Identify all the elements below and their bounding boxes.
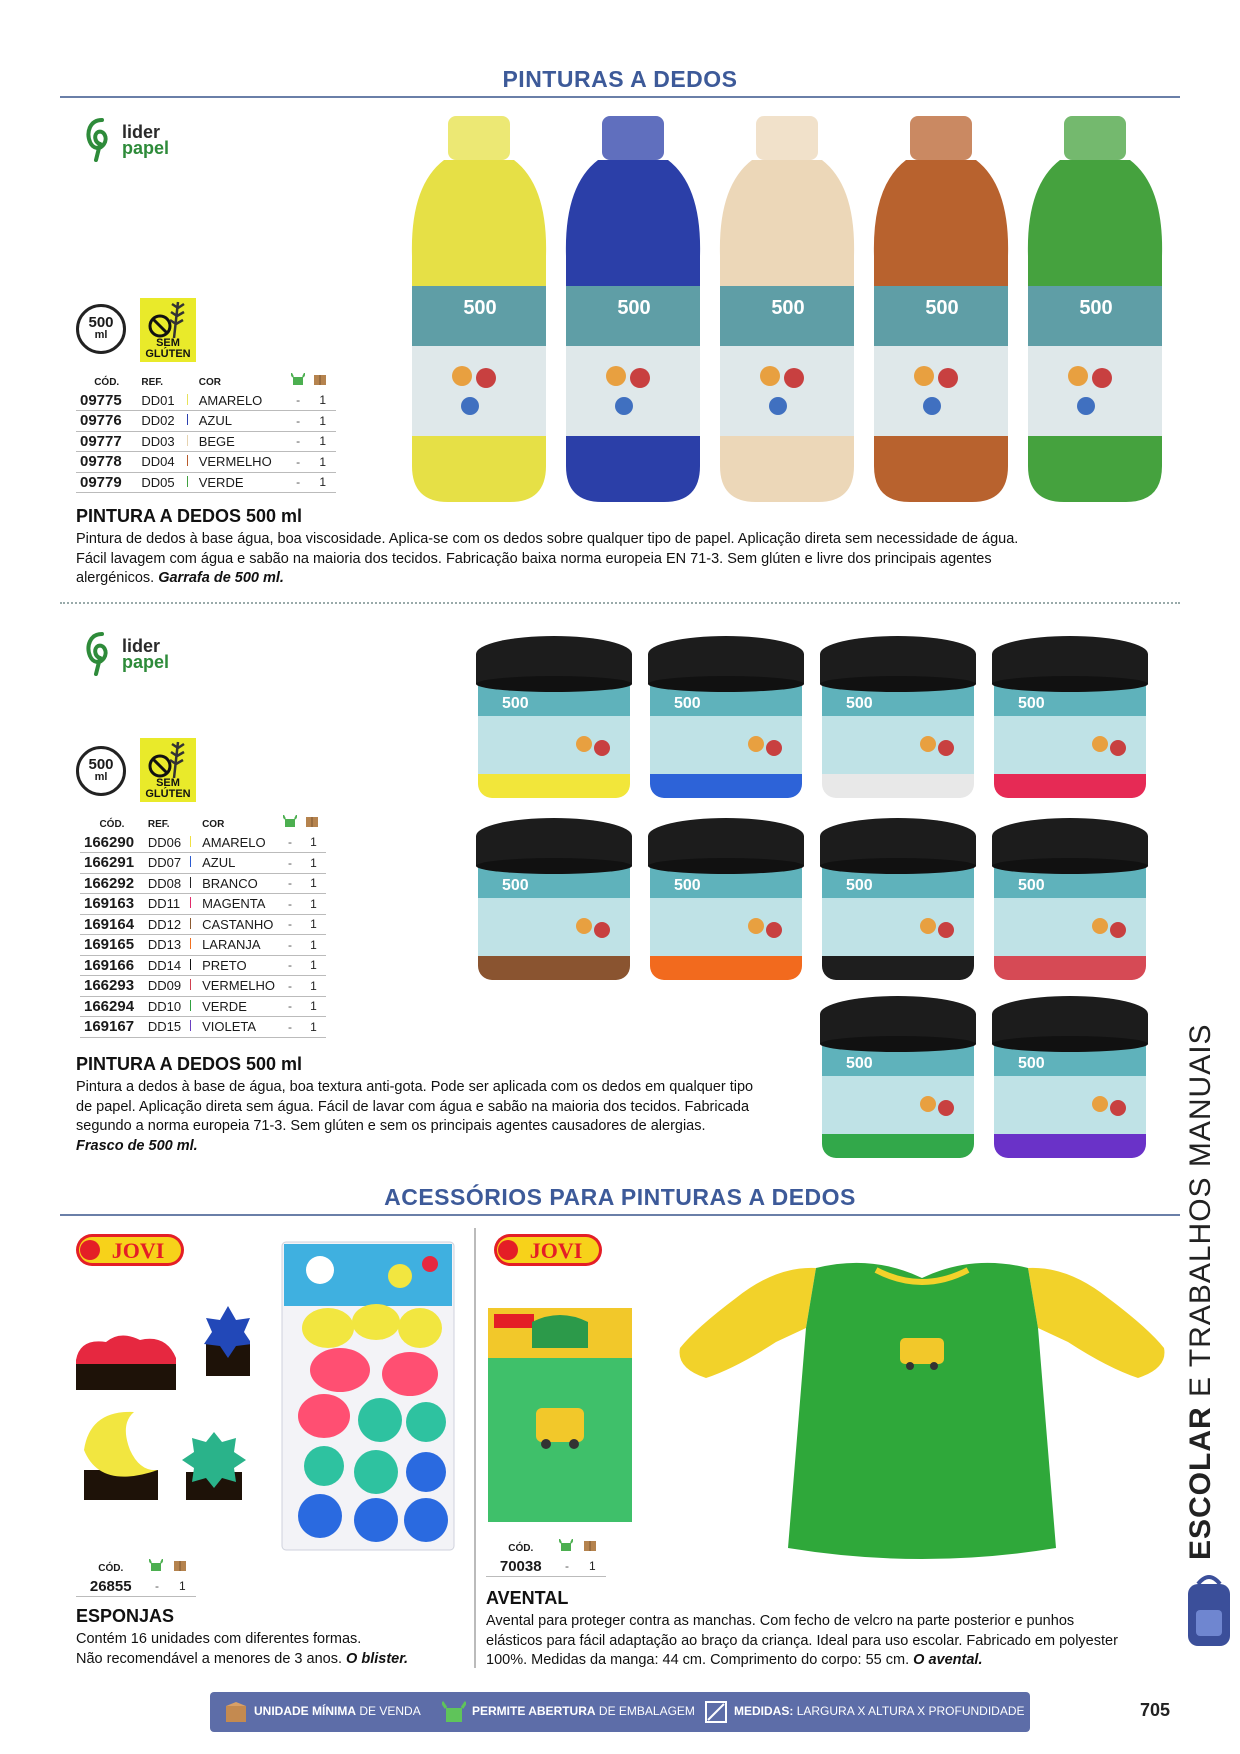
svg-text:500: 500 (463, 297, 497, 319)
paint-jar (990, 634, 1150, 804)
jovi-text: JOVI (529, 1238, 583, 1263)
brand-line1: lider (122, 636, 161, 656)
lider-leaf-icon (84, 630, 124, 676)
header-open-icon (287, 372, 310, 390)
unit-cell: 1 (309, 452, 336, 473)
apron-package-image (488, 1308, 632, 1522)
cod-cell: 26855 (76, 1576, 145, 1597)
paint-jar (646, 816, 806, 986)
cod-cell: 70038 (486, 1556, 555, 1577)
jovi-logo (76, 1230, 184, 1270)
unit-cell: 1 (309, 472, 336, 493)
paint-jar (818, 816, 978, 986)
color-swatch (190, 996, 198, 1017)
ref-cell: DD13 (144, 935, 190, 956)
ref-cell: DD01 (137, 390, 186, 411)
table-row (80, 873, 326, 894)
color-swatch (190, 976, 198, 997)
table-row (76, 431, 336, 452)
gluten-free-badge (140, 298, 196, 362)
header-unit-icon (169, 1558, 196, 1576)
ref-cell: DD11 (144, 894, 190, 915)
unit-cell: 1 (301, 873, 326, 894)
gluten-free-icon (140, 298, 196, 342)
jovi-logo-mark (76, 1230, 184, 1270)
paint-jar (818, 994, 978, 1164)
header-unit-icon (579, 1538, 606, 1556)
cod-cell: 09778 (76, 452, 137, 473)
table-row (486, 1556, 606, 1577)
paint-jar (818, 634, 978, 804)
cod-cell: 166293 (80, 976, 144, 997)
color-name-cell: MAGENTA (198, 894, 279, 915)
box-icon (224, 1700, 248, 1724)
product-desc-1: Pintura de dedos à base água, boa viscosidade. Aplica-se com os dedos sobre qualquer tipo de papel. Aplicação direta sem necessidade de água. Fácil lavagem com água e sabão na maioria dos tecidos. Fabricação baixa norma europeia EN 71-3. Sem glúten e livre dos principais agentes alergénicos. Garrafa de 500 ml. (76, 531, 1019, 586)
color-swatch (187, 431, 195, 452)
box-icon (583, 1539, 597, 1551)
svg-text:500: 500 (925, 297, 959, 319)
open-box-icon (442, 1700, 466, 1724)
header-unit-icon (309, 372, 336, 390)
paint-jar (474, 634, 634, 804)
unit-cell: 1 (301, 996, 326, 1017)
open-cell: - (279, 894, 301, 915)
volume-badge-2 (76, 746, 126, 796)
brand-line2: papel (122, 652, 170, 672)
cod-cell: 09777 (76, 431, 137, 452)
cod-cell: 166291 (80, 853, 144, 874)
ref-cell: DD15 (144, 1017, 190, 1038)
brand-line2: papel (122, 138, 170, 158)
product-title-2: PINTURA A DEDOS 500 ml (76, 1054, 303, 1074)
box-icon (313, 373, 327, 385)
gluten-free-icon (140, 738, 196, 782)
unit-cell: 1 (301, 853, 326, 874)
open-cell: - (287, 390, 310, 411)
color-swatch (190, 873, 198, 894)
color-swatch (187, 452, 195, 473)
unit-cell: 1 (301, 914, 326, 935)
color-name-cell: PRETO (198, 955, 279, 976)
unit-cell: 1 (301, 1017, 326, 1038)
unit-cell: 1 (301, 894, 326, 915)
table-row (76, 452, 336, 473)
header-open-icon (555, 1538, 578, 1556)
ref-cell: DD14 (144, 955, 190, 976)
unit-cell: 1 (309, 411, 336, 432)
open-box-icon (559, 1539, 573, 1551)
avental-desc: Avental para proteger contra as manchas. Com fecho de velcro na parte posterior e punhos elásticos para fácil adaptação ao braço da criança. Ideal para uso escolar. Fabricado em polyester 100%. Medidas da manga: 44 cm. Comprimento do corpo: 55 cm. O avental. (486, 1613, 1118, 1668)
volume-unit: ml (94, 771, 108, 783)
table-row (80, 955, 326, 976)
cod-cell: 09779 (76, 472, 137, 493)
color-swatch (190, 914, 198, 935)
unit-cell: 1 (301, 832, 326, 853)
header-open-icon (279, 814, 301, 832)
open-cell: - (279, 853, 301, 874)
ref-cell: DD12 (144, 914, 190, 935)
legend-item-dimensions: MEDIDAS: LARGURA X ALTURA X PROFUNDIDADE (734, 1704, 1025, 1718)
svg-text:500: 500 (1018, 695, 1045, 712)
legend-bar (210, 1692, 1030, 1732)
lider-leaf-icon (84, 116, 124, 162)
box-icon (173, 1559, 187, 1571)
open-box-icon (291, 373, 305, 385)
section-title-pinturas: PINTURAS A DEDOS (502, 66, 738, 92)
color-swatch (190, 853, 198, 874)
product-table-1 (76, 372, 336, 493)
svg-text:500: 500 (1018, 1055, 1045, 1072)
paint-jar (990, 816, 1150, 986)
paint-jar (474, 816, 634, 986)
color-name-cell: VERDE (198, 996, 279, 1017)
esponjas-desc: Contém 16 unidades com diferentes formas. Não recomendável a menores de 3 anos. O blister. (76, 1631, 409, 1667)
header-ref: REF. (147, 819, 170, 830)
color-swatch (187, 390, 195, 411)
header-cod: CÓD. (94, 377, 120, 388)
svg-text:500: 500 (502, 877, 529, 894)
open-cell: - (279, 996, 301, 1017)
cod-cell: 09775 (76, 390, 137, 411)
paint-jar (990, 994, 1150, 1164)
gluten-text: SEM GLÚTEN (145, 337, 191, 360)
color-swatch (190, 894, 198, 915)
table-row (80, 853, 326, 874)
table-row (80, 996, 326, 1017)
color-swatch (190, 832, 198, 853)
cod-cell: 09776 (76, 411, 137, 432)
gluten-free-badge-2 (140, 738, 196, 802)
cod-cell: 169165 (80, 935, 144, 956)
table-row (80, 1017, 326, 1038)
box-icon (305, 815, 319, 827)
color-name-cell: AMARELO (195, 390, 287, 411)
flower-sponge (182, 1432, 246, 1500)
color-name-cell: VIOLETA (198, 1017, 279, 1038)
table-row (76, 390, 336, 411)
table-row (76, 411, 336, 432)
color-name-cell: CASTANHO (198, 914, 279, 935)
open-box-icon (149, 1559, 163, 1571)
cod-cell: 166290 (80, 832, 144, 853)
section-title-acessorios: ACESSÓRIOS PARA PINTURAS A DEDOS (384, 1184, 856, 1210)
color-swatch (190, 955, 198, 976)
ref-cell: DD10 (144, 996, 190, 1017)
avental-table (486, 1538, 606, 1577)
svg-text:500: 500 (674, 695, 701, 712)
jovi-text: JOVI (111, 1238, 165, 1263)
page-number: 705 (1140, 1700, 1171, 1720)
open-box-icon (283, 815, 297, 827)
paint-bottle (872, 116, 1010, 502)
ref-cell: DD02 (137, 411, 186, 432)
open-cell: - (287, 472, 310, 493)
open-cell: - (287, 431, 310, 452)
ref-cell: DD05 (137, 472, 186, 493)
moon-sponge (84, 1412, 158, 1500)
sponges-image (70, 1300, 250, 1530)
header-ref: REF. (141, 377, 164, 388)
svg-text:500: 500 (846, 877, 873, 894)
star-sponge (204, 1306, 250, 1376)
header-open-icon (145, 1558, 168, 1576)
color-swatch (190, 1017, 198, 1038)
open-cell: - (145, 1576, 168, 1597)
dimensions-icon (704, 1700, 728, 1724)
header-cod: CÓD. (99, 819, 125, 830)
table-row (80, 935, 326, 956)
table-row (76, 472, 336, 493)
dotted-divider (60, 602, 1180, 604)
product-table-2 (80, 814, 326, 1038)
cod-cell: 169166 (80, 955, 144, 976)
cloud-sponge (76, 1335, 176, 1390)
cod-cell: 169163 (80, 894, 144, 915)
backpack-icon (1182, 1570, 1236, 1650)
ref-cell: DD03 (137, 431, 186, 452)
section-rule (60, 96, 1180, 98)
paint-bottle (564, 116, 702, 502)
paint-bottle (1026, 116, 1164, 502)
avental-title: AVENTAL (486, 1588, 569, 1608)
unit-cell: 1 (301, 955, 326, 976)
unit-cell: 1 (309, 390, 336, 411)
unit-cell: 1 (301, 935, 326, 956)
header-cod: CÓD. (98, 1563, 124, 1574)
ref-cell: DD09 (144, 976, 190, 997)
color-name-cell: AMARELO (198, 832, 279, 853)
color-name-cell: VERMELHO (195, 452, 287, 473)
open-cell: - (279, 955, 301, 976)
svg-text:500: 500 (1079, 297, 1113, 319)
section-rule (60, 1214, 1180, 1216)
svg-text:500: 500 (846, 1055, 873, 1072)
column-divider (474, 1228, 476, 1668)
product-title-1: PINTURA A DEDOS 500 ml (76, 506, 303, 526)
color-name-cell: VERMELHO (198, 976, 279, 997)
table-row (80, 894, 326, 915)
jovi-logo-mark (494, 1230, 602, 1270)
volume-value: 500 (88, 314, 114, 331)
paint-bottle (410, 116, 548, 502)
header-unit-icon (301, 814, 326, 832)
table-row (80, 832, 326, 853)
color-swatch (187, 411, 195, 432)
svg-text:500: 500 (846, 695, 873, 712)
header-cor: COR (202, 819, 225, 830)
legend-item-unit: UNIDADE MÍNIMA DE VENDA (254, 1704, 421, 1718)
volume-unit: ml (94, 329, 108, 341)
unit-cell: 1 (309, 431, 336, 452)
esponjas-title: ESPONJAS (76, 1606, 175, 1626)
color-swatch (190, 935, 198, 956)
open-cell: - (279, 976, 301, 997)
open-cell: - (287, 411, 310, 432)
lider-papel-logo (84, 116, 224, 170)
ref-cell: DD07 (144, 853, 190, 874)
product-desc-2: Pintura a dedos à base de água, boa textura anti-gota. Pode ser aplicada com os dedos em qualquer tipo de papel. Aplicação direta sem água. Fácil de lavar com água e sabão na maioria dos tecidos. Fabricada segundo a norma europeia 71-3. Sem glúten e sem os principais agentes causadores de alergias. Frasco de 500 ml. (76, 1079, 754, 1154)
color-name-cell: VERDE (195, 472, 287, 493)
esponjas-table (76, 1558, 196, 1597)
cod-cell: 166292 (80, 873, 144, 894)
ref-cell: DD06 (144, 832, 190, 853)
jovi-logo-2 (494, 1230, 602, 1270)
open-cell: - (287, 452, 310, 473)
apron-image (676, 1258, 1168, 1568)
legend-item-opening: PERMITE ABERTURA DE EMBALAGEM (472, 1704, 695, 1718)
open-cell: - (279, 832, 301, 853)
gluten-text: SEM GLÚTEN (145, 777, 191, 800)
cod-cell: 169164 (80, 914, 144, 935)
color-name-cell: BRANCO (198, 873, 279, 894)
ref-cell: DD08 (144, 873, 190, 894)
open-cell: - (279, 914, 301, 935)
open-cell: - (279, 1017, 301, 1038)
svg-text:500: 500 (771, 297, 805, 319)
volume-badge (76, 304, 126, 354)
ref-cell: DD04 (137, 452, 186, 473)
cod-cell: 166294 (80, 996, 144, 1017)
svg-text:500: 500 (502, 695, 529, 712)
color-name-cell: BEGE (195, 431, 287, 452)
open-cell: - (279, 873, 301, 894)
open-cell: - (555, 1556, 578, 1577)
table-row (80, 976, 326, 997)
cod-cell: 169167 (80, 1017, 144, 1038)
color-name-cell: AZUL (195, 411, 287, 432)
color-name-cell: LARANJA (198, 935, 279, 956)
sponges-blister-image (280, 1240, 456, 1552)
svg-text:500: 500 (1018, 877, 1045, 894)
color-swatch (187, 472, 195, 493)
unit-cell: 1 (579, 1556, 606, 1577)
color-name-cell: AZUL (198, 853, 279, 874)
table-row (76, 1576, 196, 1597)
svg-text:500: 500 (674, 877, 701, 894)
sidebar-category-label: ESCOLAR E TRABALHOS MANUAIS (1184, 1023, 1217, 1560)
open-cell: - (279, 935, 301, 956)
unit-cell: 1 (301, 976, 326, 997)
unit-cell: 1 (169, 1576, 196, 1597)
paint-jar (646, 634, 806, 804)
header-cor: COR (198, 377, 221, 388)
brand-line1: lider (122, 122, 161, 142)
lider-papel-logo-2 (84, 630, 224, 684)
table-row (80, 914, 326, 935)
svg-text:500: 500 (617, 297, 651, 319)
volume-value: 500 (88, 756, 114, 773)
header-cod: CÓD. (508, 1543, 534, 1554)
paint-bottle (718, 116, 856, 502)
